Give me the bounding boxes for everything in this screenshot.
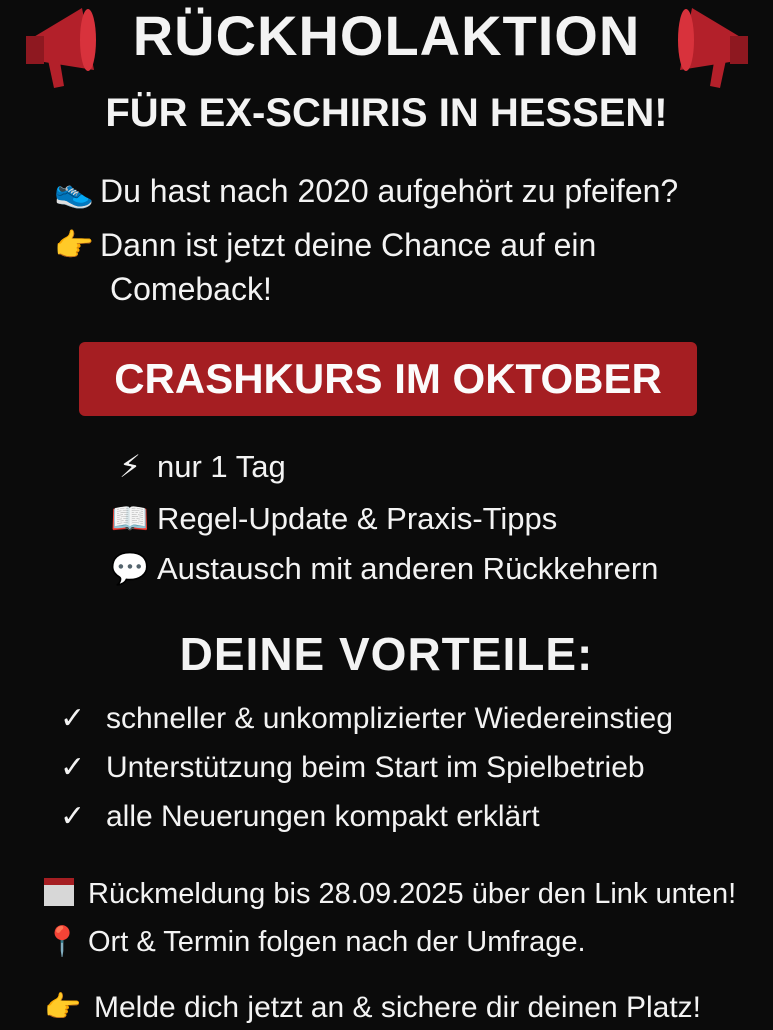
deadline-text: Rückmeldung bis 28.09.2025 über den Link unten! [88, 878, 737, 910]
page-title: RÜCKHOLAKTION [132, 4, 641, 67]
feature-text: Regel-Update & Praxis-Tipps [157, 501, 558, 536]
intro-text-2: Dann ist jetzt deine Chance auf ein [100, 227, 597, 263]
checkmark-icon: ✓ [60, 702, 86, 735]
list-item-text: schneller & unkomplizierter Wiedereinstieg [106, 702, 673, 735]
feature-text: Austausch mit anderen Rückkehrern [157, 551, 659, 586]
location-text: Ort & Termin folgen nach der Umfrage. [88, 926, 586, 958]
intro-text-1: Du hast nach 2020 aufgehört zu pfeifen? [100, 173, 679, 209]
location-note [44, 918, 586, 966]
intro-line-1 [54, 170, 678, 213]
benefits-list [60, 694, 673, 841]
feature-item [103, 441, 286, 492]
pointing-hand-icon: 👉 [54, 227, 94, 263]
intro-line-2 [54, 224, 596, 267]
list-item [60, 743, 673, 792]
lightning-icon: ⚡ [119, 449, 141, 484]
signup-cta[interactable] [44, 990, 701, 1025]
page-subtitle: FÜR EX-SCHIRIS IN HESSEN! [105, 91, 668, 135]
feature-text: nur 1 Tag [157, 449, 286, 484]
section-title: DEINE VORTEILE: [179, 628, 594, 680]
cta-text: Melde dich jetzt an & sichere dir deinen Platz! [94, 991, 701, 1024]
checkmark-icon: ✓ [60, 800, 86, 833]
sneaker-icon: 👟 [54, 173, 94, 209]
checkmark-icon: ✓ [60, 751, 86, 784]
book-icon: 📖 [110, 501, 150, 536]
crashkurs-banner: CRASHKURS IM OKTOBER [79, 342, 697, 416]
feature-item [103, 493, 557, 544]
intro-line-3: Comeback! [110, 271, 272, 307]
pointing-hand-icon: 👉 [44, 991, 82, 1024]
list-item-text: alle Neuerungen kompakt erklärt [106, 800, 540, 833]
list-item [60, 694, 673, 743]
pin-icon: 📍 [44, 926, 81, 958]
list-item [60, 792, 673, 841]
list-item-text: Unterstützung beim Start im Spielbetrieb [106, 751, 645, 784]
calendar-icon [44, 878, 74, 906]
speech-bubble-icon: 💬 [110, 551, 150, 586]
feature-item [103, 543, 658, 594]
deadline-note [44, 870, 736, 918]
